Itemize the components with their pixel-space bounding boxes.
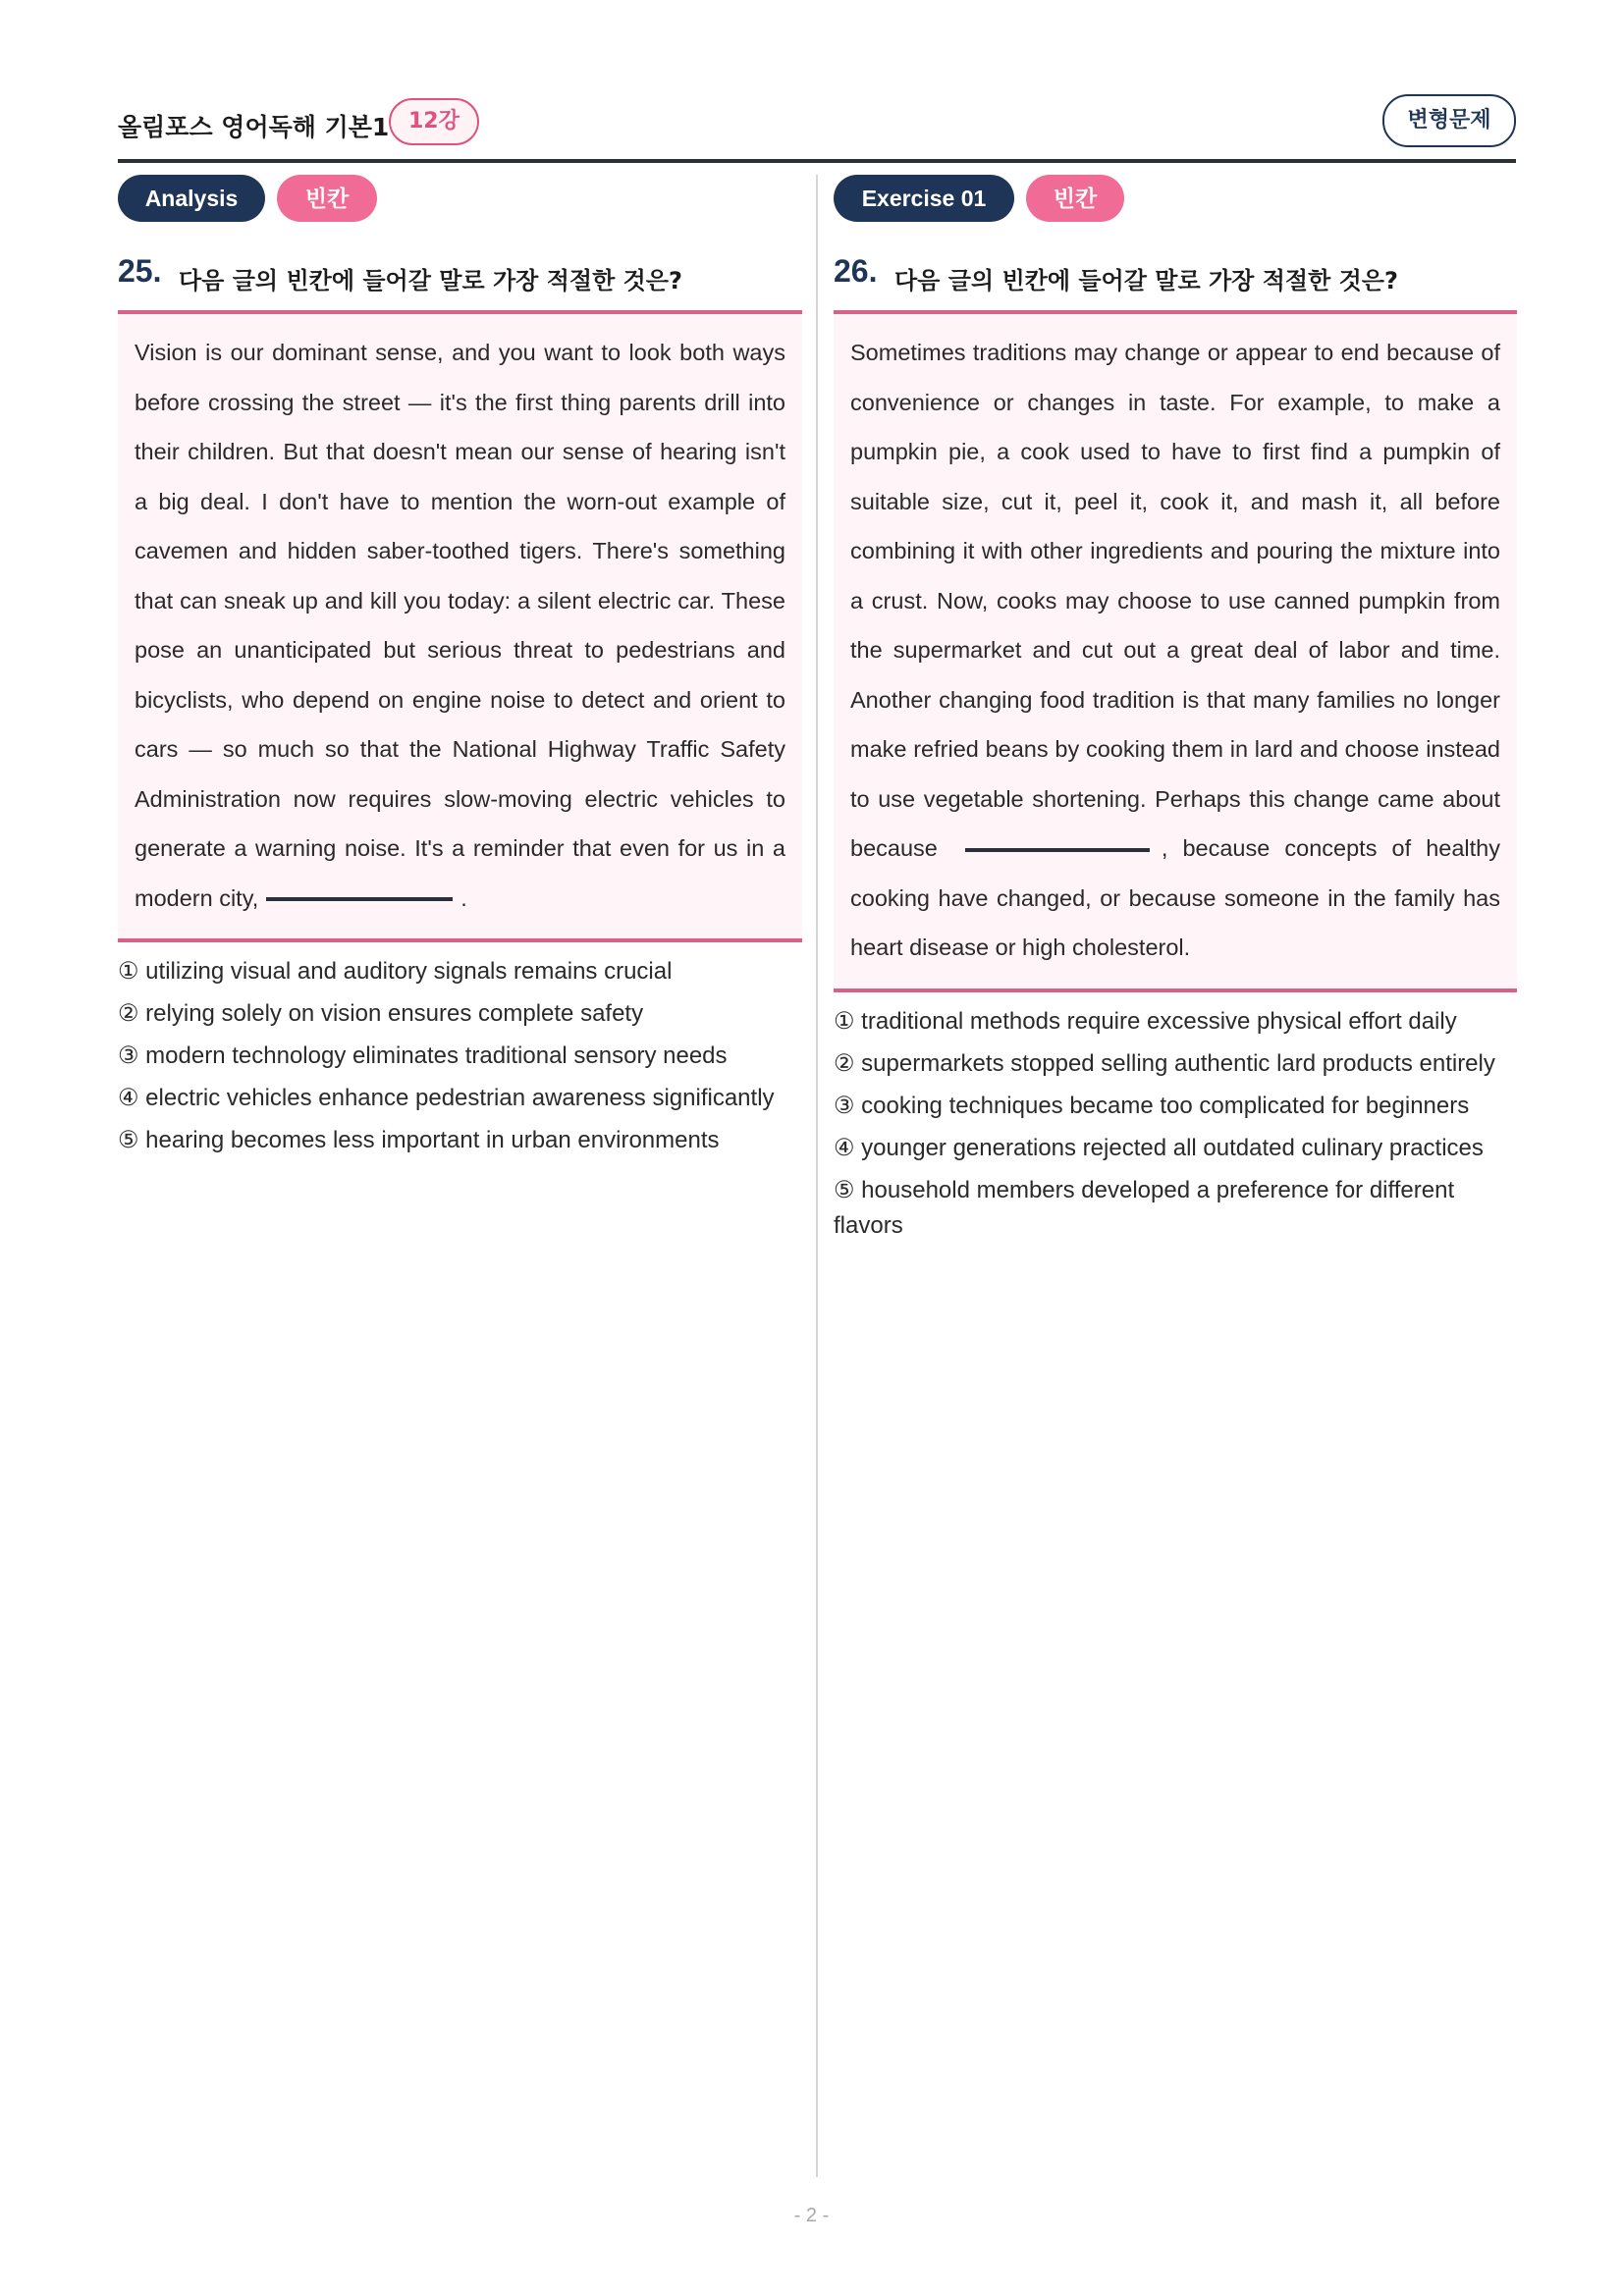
answer-blank (266, 897, 453, 901)
lesson-badge: 12강 (389, 98, 479, 145)
passage-text: Vision is our dominant sense, and you want to look both ways before crossing the street — it's the first thing parents drill into their children. But that doesn't mean our sense of hearing isn't a big deal. I don't have to mention the worn-out example of cavemen and hidden saber-toothed tigers. There's something that can sneak up and kill you today: a silent electric car. These pose an unanticipated but serious threat to pedestrians and bicyclists, who depend on engine noise to detect and orient to cars — so much so that the National Highway Traffic Safety Administration now requires slow-moving electric vehicles to generate a warning noise. It's a reminder that even for us in a modern city, (135, 340, 785, 911)
reading-passage (118, 314, 802, 942)
question-header (118, 253, 802, 314)
exercise-tag: Exercise 01 (834, 175, 1014, 222)
book-title: 올림포스 영어독해 기본1 (118, 113, 390, 141)
passage-text-end: . (460, 884, 467, 911)
question-prompt: 다음 글의 빈칸에 들어갈 말로 가장 적절한 것은? (894, 267, 1398, 294)
passage-text-end: , because concepts of healthy cooking have changed, or because someone in the family has heart disease or high cholesterol. (850, 835, 1500, 960)
right-tags (834, 175, 1517, 222)
right-column (834, 175, 1517, 1251)
option-2[interactable]: ② supermarkets stopped selling authentic lard products entirely (834, 1049, 1495, 1077)
page-number: - 2 - (793, 2205, 830, 2226)
passage-text: Sometimes traditions may change or appear to end because of convenience or changes in taste. For example, to make a pumpkin pie, a cook used to have to first find a pumpkin of suitable size, cut it, peel it, cook it, and mash it, all before combining it with other ingredients and pouring the mixture into a crust. Now, cooks may choose to use canned pumpkin from the supermarket and cut out a great deal of labor and time. Another changing food tradition is that many families no longer make refried beans by cooking them in lard and choose instead to use vegetable shortening. Perhaps this change came about because (850, 340, 1500, 861)
option-1[interactable]: ① traditional methods require excessive physical effort daily (834, 1007, 1457, 1035)
left-tags (118, 175, 802, 222)
option-2[interactable]: ② relying solely on vision ensures complete safety (118, 1000, 644, 1027)
option-4[interactable]: ④ electric vehicles enhance pedestrian awareness significantly (118, 1085, 775, 1111)
reading-passage (834, 314, 1517, 992)
question-number: 26. (834, 253, 878, 289)
question-header (834, 253, 1517, 314)
page-header (118, 90, 1516, 163)
answer-options (834, 1004, 1517, 1244)
blank-type-tag: 빈칸 (1026, 175, 1124, 222)
left-column (118, 175, 802, 1165)
analysis-tag: Analysis (118, 175, 265, 222)
blank-type-tag: 빈칸 (277, 175, 377, 222)
option-1[interactable]: ① utilizing visual and auditory signals remains crucial (118, 958, 673, 985)
answer-blank (965, 848, 1150, 852)
option-4[interactable]: ④ younger generations rejected all outdated culinary practices (834, 1134, 1484, 1161)
question-prompt: 다음 글의 빈칸에 들어갈 말로 가장 적절한 것은? (179, 267, 682, 294)
question-number: 25. (118, 253, 162, 289)
column-divider (816, 175, 818, 2177)
question-type-badge: 변형문제 (1382, 94, 1516, 147)
option-5[interactable]: ⑤ hearing becomes less important in urban environments (118, 1127, 720, 1153)
option-3[interactable]: ③ cooking techniques became too complicated for beginners (834, 1092, 1470, 1119)
option-5[interactable]: ⑤ household members developed a preference for different flavors (834, 1176, 1455, 1239)
option-3[interactable]: ③ modern technology eliminates traditional sensory needs (118, 1042, 728, 1069)
answer-options (118, 954, 802, 1158)
